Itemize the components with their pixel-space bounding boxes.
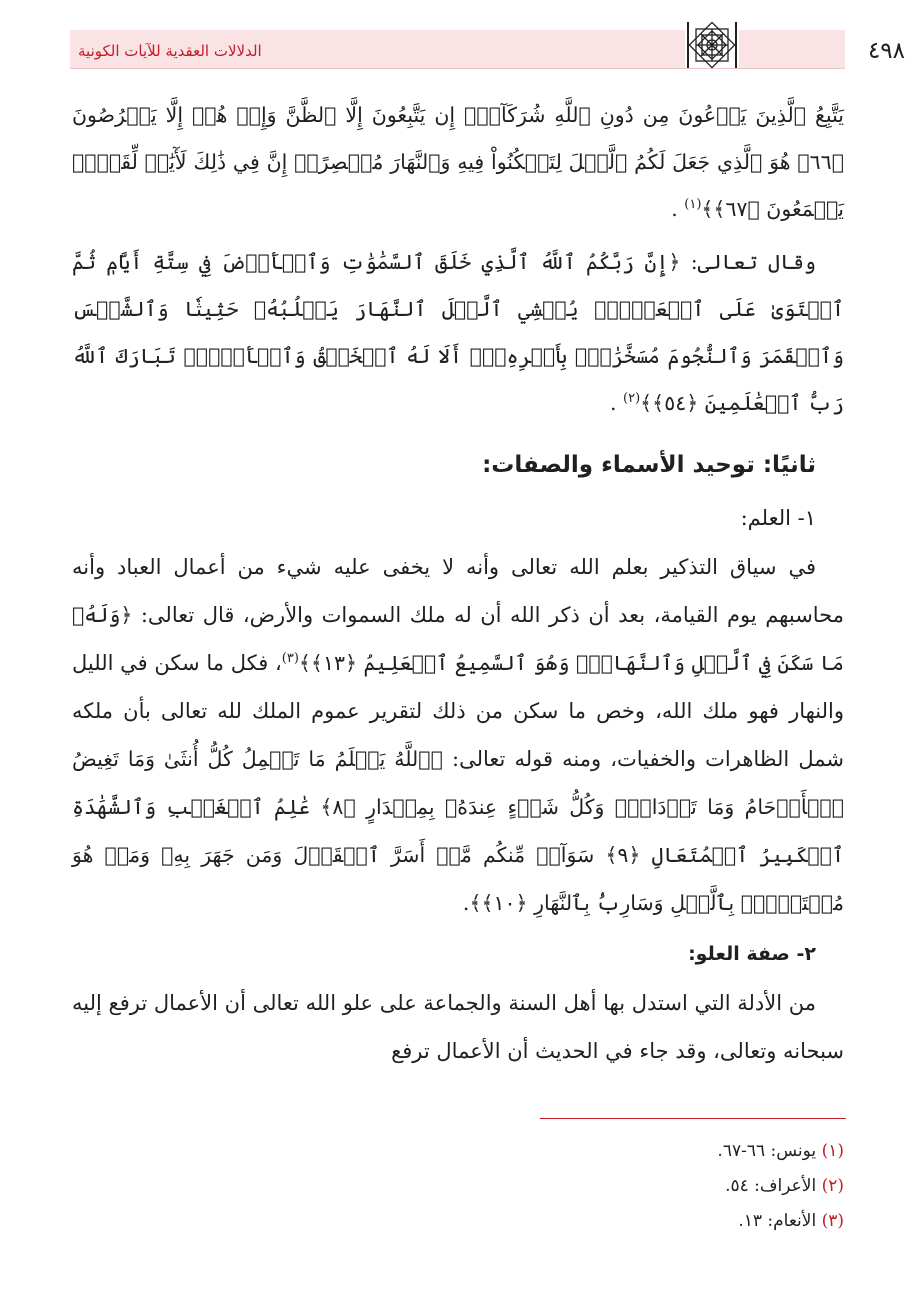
page-header: [70, 22, 905, 68]
footnote-item: [444, 1204, 844, 1239]
section-heading: ثانيًا: توحيد الأسماء والصفات:: [482, 452, 816, 478]
paragraph: [72, 543, 844, 927]
quran-passage: [72, 239, 844, 427]
subsection-heading: ٢- صفة العلو:: [688, 943, 816, 965]
footnote-item: [444, 1134, 844, 1169]
footnote-number: (٢): [821, 1176, 844, 1196]
footnote-ref[interactable]: (٢): [623, 391, 641, 407]
quran-verse: يَتَّبِعُ ٱلَّذِينَ يَدۡعُونَ مِن دُونِ ٱللَّهِ شُرَكَآءَۚ إِن يَتَّبِعُونَ إِلَّا ٱلظَّنَّ وَإِنۡ هُمۡ إِلَّا يَخۡرُصُونَ ﴿٦٦﴾ هُوَ ٱلَّذِي جَعَلَ لَكُمُ ٱلَّيۡلَ لِتَسۡكُنُواْ فِيهِ وَٱلنَّهَارَ مُبۡصِرًاۚ إِنَّ فِي ذَٰلِكَ لَأٓيَٰتٖ لِّقَوۡمٖ يَسۡمَعُونَ ﴿٦٧﴾﴾: [72, 103, 844, 221]
punctuation: .: [671, 197, 685, 221]
footnote-divider: [540, 1118, 846, 1119]
footnote-ref[interactable]: (١): [684, 197, 702, 213]
paragraph: [72, 979, 844, 1075]
page-body: [72, 92, 844, 1075]
punctuation: .: [462, 891, 470, 915]
paragraph-text: من الأدلة التي استدل بها أهل السنة والجماعة على علو الله تعالى أن الأعمال ترفع إليه سبحانه وتعالى، وقد جاء في الحديث أن الأعمال ترفع: [72, 991, 844, 1063]
paragraph-text: في سياق التذكير بعلم الله تعالى وأنه لا يخفى عليه شيء من أعمال العباد وأنه محاسبهم يوم القيامة، بعد أن ذكر الله أن له ملك السموات والأرض، قال تعالى:: [72, 555, 844, 627]
paragraph-text: ، فكل ما سكن في الليل والنهار فهو ملك الله، وخص ما سكن من ذلك لتقرير عموم الملك لله تعالى بأن ملكه شمل الظاهرات والخفيات، ومنه قوله تعالى:: [72, 651, 844, 771]
quran-verse: ﴿ٱللَّهُ يَعۡلَمُ مَا تَحۡمِلُ كُلُّ أُنثَىٰ وَمَا تَغِيضُ ٱلۡأَرۡحَامُ وَمَا تَزۡدَادُۖ وَكُلُّ شَيۡءٍ عِندَهُۥ بِمِقۡدَارٍ ﴿٨﴾ عَٰلِمُ ٱلۡغَيۡبِ وَٱلشَّهَٰدَةِ ٱلۡكَبِيرُ ٱلۡمُتَعَالِ ﴿٩﴾ سَوَآءٞ مِّنكُم مَّنۡ أَسَرَّ ٱلۡقَوۡلَ وَمَن جَهَرَ بِهِۦ وَمَنۡ هُوَ مُسۡتَخۡفِۭ بِٱلَّيۡلِ وَسَارِبُۢ بِٱلنَّهَارِ ﴿١٠﴾﴾: [72, 747, 845, 915]
quran-verse: ﴿وَلَهُۥ مَا سَكَنَ فِي ٱلَّيۡلِ وَٱلنَّهَارِۚ وَهُوَ ٱلسَّمِيعُ ٱلۡعَلِيمُ ﴿١٣﴾﴾: [72, 603, 844, 675]
footnote-item: [444, 1169, 844, 1204]
footnote-number: (١): [821, 1141, 844, 1161]
paragraph-text: وقال تعالى:: [680, 250, 816, 274]
geometric-ornament-icon: [685, 22, 739, 68]
quran-passage: [72, 92, 844, 233]
footnote-ref[interactable]: (٣): [281, 651, 299, 666]
footnote-number: (٣): [821, 1211, 844, 1231]
page-number: ٤٩٨: [867, 38, 905, 64]
punctuation: .: [609, 391, 624, 415]
footnote-text: الأعراف: ٥٤.: [725, 1176, 822, 1196]
footnote-text: الأنعام: ١٣.: [738, 1211, 822, 1231]
footnote-text: يونس: ٦٦-٦٧.: [717, 1141, 822, 1161]
quran-verse: ﴿إِنَّ رَبَّكُمُ ٱللَّهُ ٱلَّذِي خَلَقَ ٱلسَّمَٰوَٰتِ وَٱلۡأَرۡضَ فِي سِتَّةِ أَيَّامٖ ثُمَّ ٱسۡتَوَىٰ عَلَى ٱلۡعَرۡشِۖ يُغۡشِي ٱلَّيۡلَ ٱلنَّهَارَ يَطۡلُبُهُۥ حَثِيثٗا وَٱلشَّمۡسَ وَٱلۡقَمَرَ وَٱلنُّجُومَ مُسَخَّرَٰتِۭ بِأَمۡرِهِۦٓۗ أَلَا لَهُ ٱلۡخَلۡقُ وَٱلۡأَمۡرُۗ تَبَارَكَ ٱللَّهُ رَبُّ ٱلۡعَٰلَمِينَ ﴿٥٤﴾﴾: [72, 250, 844, 415]
running-title: الدلالات العقدية للآيات الكونية: [78, 42, 262, 60]
subsection-heading: ١- العلم:: [740, 506, 816, 530]
footnotes: [444, 1134, 844, 1239]
